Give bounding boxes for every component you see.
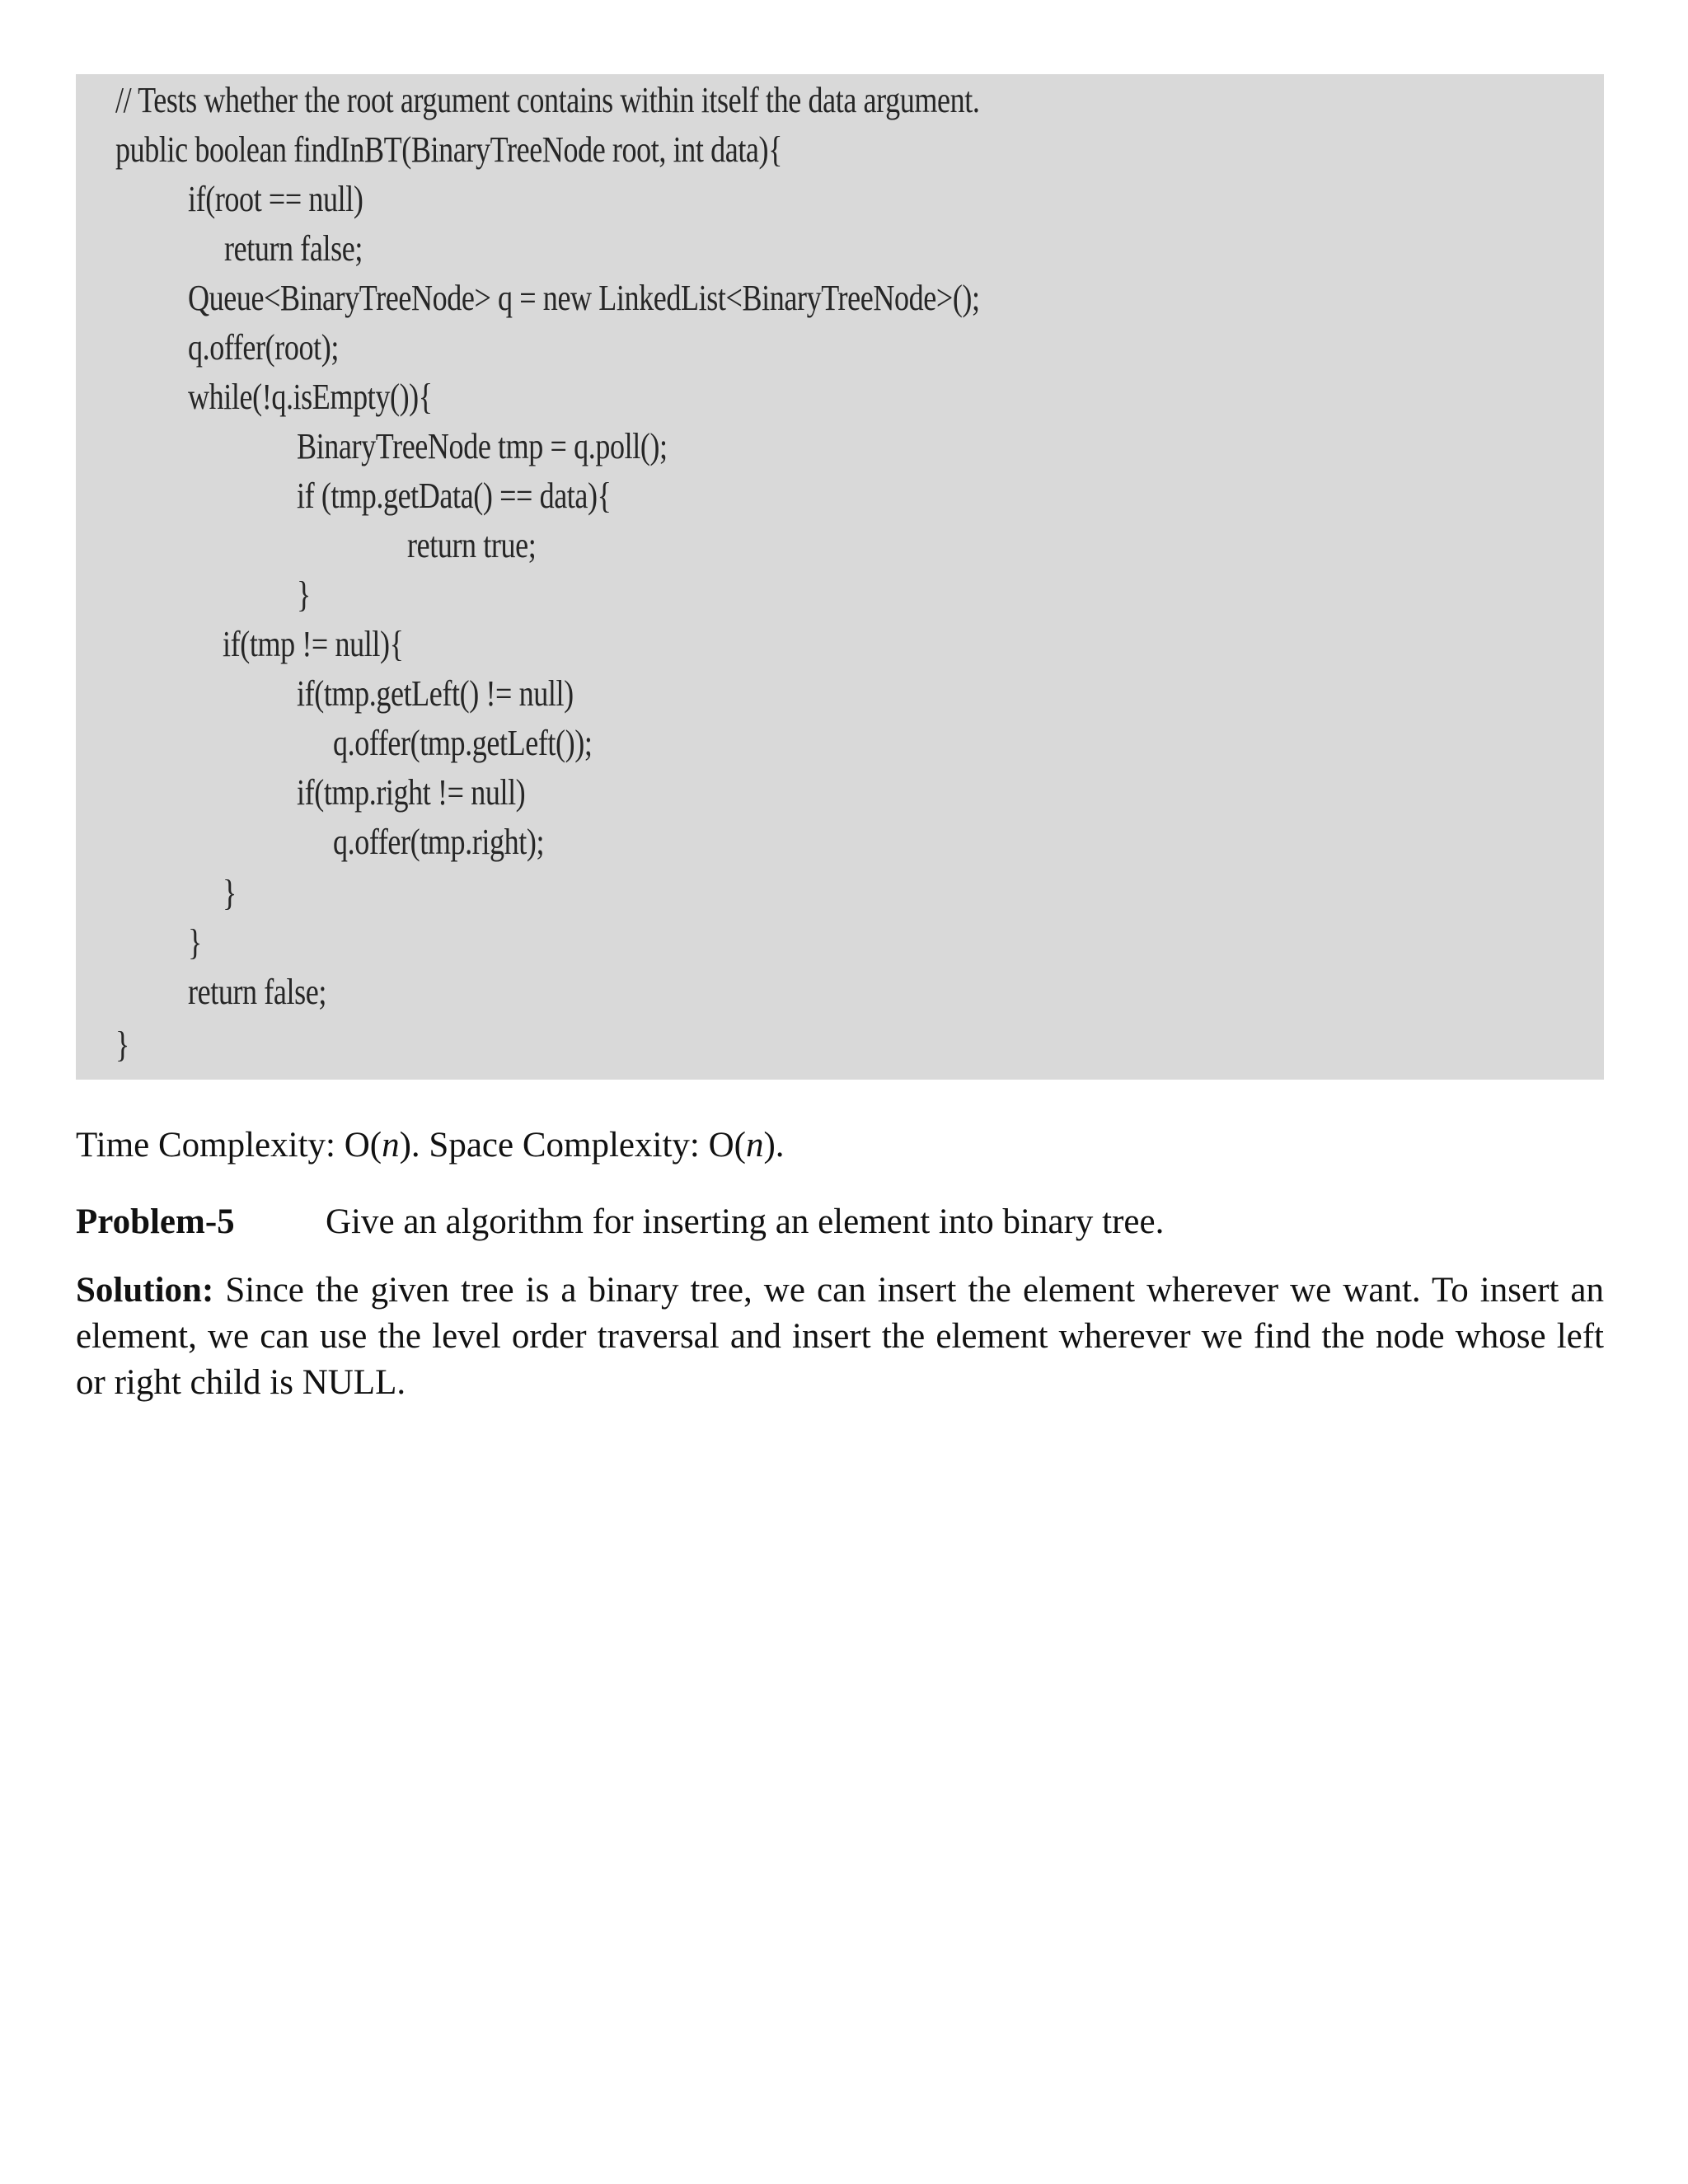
- code-line: while(!q.isEmpty()){: [188, 377, 433, 417]
- code-line: if (tmp.getData() == data){: [297, 476, 612, 516]
- code-line: if(tmp.right != null): [297, 772, 526, 813]
- code-line: BinaryTreeNode tmp = q.poll();: [297, 426, 668, 466]
- code-line: return false;: [224, 228, 363, 269]
- problem-statement: [76, 1199, 1604, 1245]
- code-line: // Tests whether the root argument contains within itself the data argument.: [115, 80, 980, 120]
- solution-paragraph: [76, 1268, 1604, 1406]
- time-complexity-variable: n: [382, 1126, 400, 1165]
- code-block: [76, 74, 1604, 1080]
- time-complexity-label: Time Complexity: O(: [76, 1126, 382, 1165]
- space-complexity-label: ). Space Complexity: O(: [399, 1126, 746, 1165]
- code-line: return true;: [407, 525, 537, 565]
- solution-label: Solution:: [76, 1271, 214, 1310]
- code-line: q.offer(tmp.getLeft());: [333, 723, 593, 763]
- code-line: public boolean findInBT(BinaryTreeNode root, int data){: [115, 129, 783, 170]
- space-complexity-variable: n: [745, 1126, 764, 1165]
- code-line: q.offer(tmp.right);: [333, 822, 545, 862]
- code-line: if(tmp != null){: [223, 624, 404, 664]
- code-line: }: [297, 574, 311, 615]
- problem-text: Give an algorithm for inserting an element into binary tree.: [326, 1202, 1165, 1241]
- complexity-statement: [76, 1122, 1604, 1169]
- code-line: return false;: [188, 972, 326, 1012]
- problem-label: Problem-5: [76, 1202, 235, 1241]
- solution-text: Since the given tree is a binary tree, we can insert the element wherever we want. To insert an element, we can use the level order traversal and insert the element wherever we find the node whose left or right child is NULL.: [76, 1271, 1604, 1402]
- code-line: }: [115, 1024, 129, 1065]
- complexity-closing: ).: [763, 1126, 785, 1165]
- code-line: }: [223, 873, 237, 913]
- code-line: q.offer(root);: [188, 327, 339, 368]
- code-line: if(root == null): [188, 179, 363, 219]
- code-line: if(tmp.getLeft() != null): [297, 673, 574, 714]
- code-line: }: [188, 922, 202, 963]
- code-line: Queue<BinaryTreeNode> q = new LinkedList<BinaryTreeNode>();: [188, 278, 980, 318]
